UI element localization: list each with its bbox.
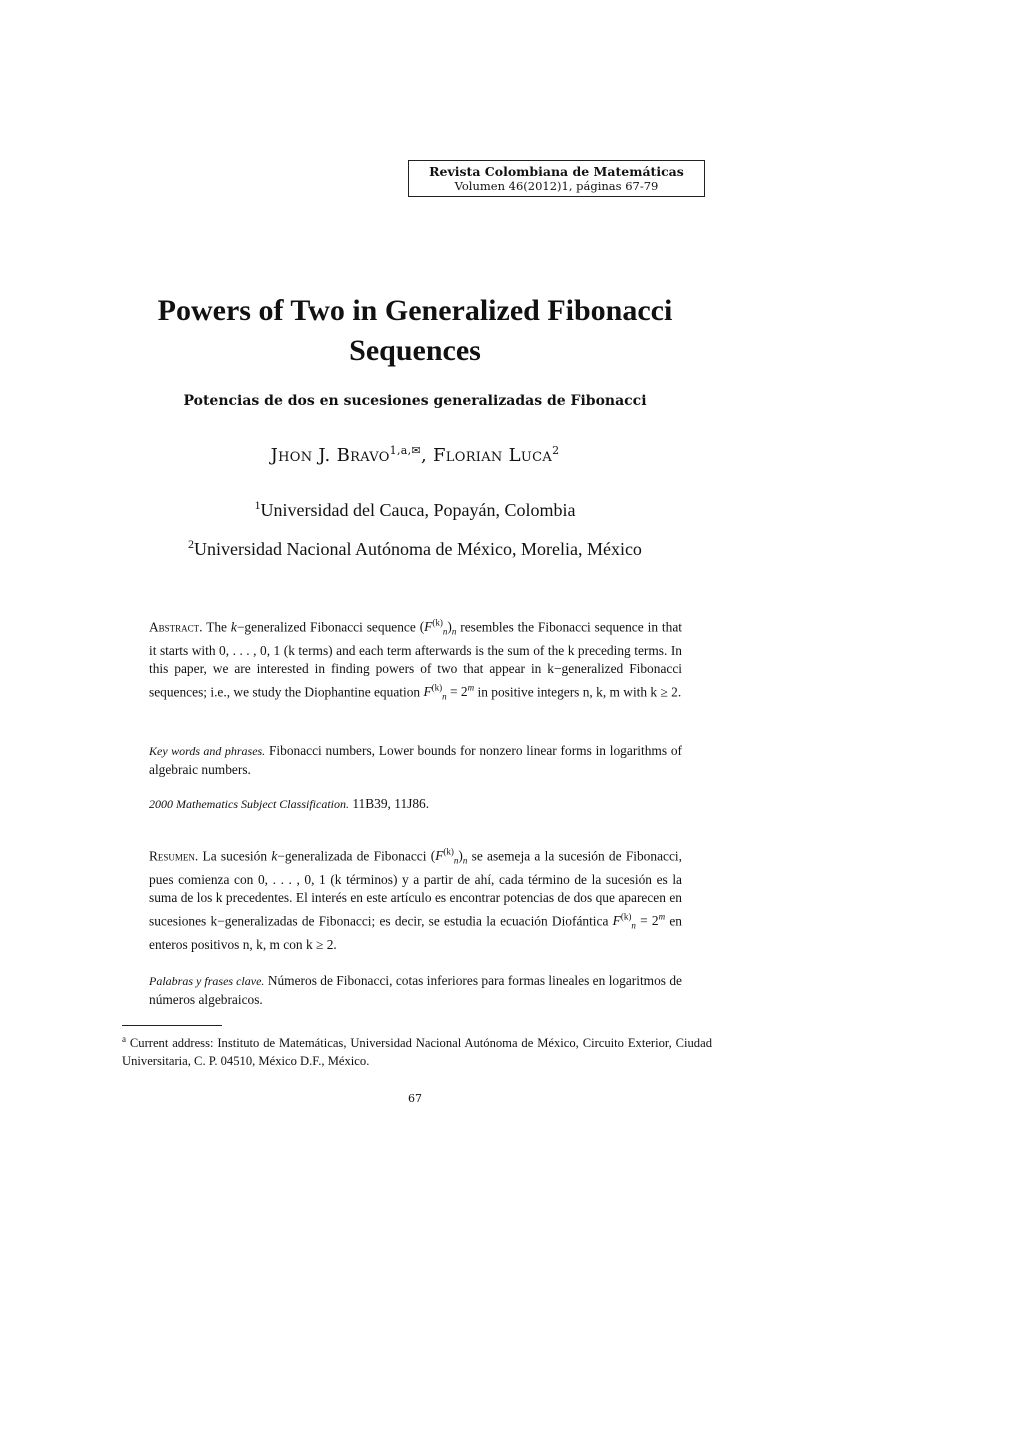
affiliation-2-num: 2 — [188, 537, 195, 551]
r-eq-F: F — [612, 913, 621, 929]
journal-header-box — [408, 160, 705, 197]
math-sub-n: n — [442, 627, 448, 638]
affiliation-1-num: 1 — [254, 498, 261, 512]
r-eq-equals: = — [640, 913, 648, 929]
paper-title — [118, 291, 712, 371]
authors-line — [118, 444, 712, 466]
eq-F: F — [423, 684, 432, 700]
resumen-paragraph — [149, 843, 682, 954]
spanish-subtitle: Potencias de dos en sucesiones generalizadas de Fibonacci — [183, 393, 647, 409]
math-sup-k: (k) — [432, 618, 443, 628]
resumen-equation — [612, 911, 666, 932]
author-1-marks: 1,a,✉ — [389, 444, 421, 457]
author-2-marks: 2 — [552, 444, 560, 457]
sequence-notation: $(F^{(k)}_n)_n$ — [419, 618, 457, 638]
eq-equals: = — [450, 684, 458, 700]
r-math-sub: n — [453, 856, 459, 867]
keywords-text: Fibonacci numbers, Lower bounds for nonzero linear forms in logarithms of algebraic numbers. — [149, 743, 682, 777]
r-eq-exp: m — [658, 911, 666, 922]
math-k: k — [230, 619, 237, 635]
palabras-label: Palabras y frases clave. — [149, 974, 265, 988]
resumen-sequence-notation: $(F^{(k)}_n)_n$ — [430, 847, 468, 867]
journal-volume: Volumen 46(2012)1, páginas 67-79 — [454, 179, 659, 193]
author-2: Florian Luca — [433, 445, 553, 466]
footnote-text: Current address: Instituto de Matemáticas, Universidad Nacional Autónoma de México, Circuito Exterior, Ciudad Universitaria, C. P. 04510, México D.F., México. — [122, 1036, 712, 1068]
footnote-mark: a — [122, 1034, 126, 1044]
eq-exp: m — [467, 682, 475, 693]
abstract-text-1: The — [206, 619, 228, 635]
title-line-1: Powers of Two in Generalized Fibonacci — [157, 294, 673, 327]
eq-sub-n: n — [442, 692, 447, 703]
palabras-paragraph — [149, 972, 682, 1009]
resumen-math-k: k — [271, 848, 278, 864]
abstract-text-3: resembles the Fibonacci sequence in that it starts with 0, . . . , 0, 1 (k terms) and each term afterwards is the sum of the k preceding terms. In this paper, we are interested in finding powers of two that appear in k−generalized Fibonacci sequences; i.e., we study the Diophantine equation — [149, 619, 682, 700]
abstract-paragraph — [149, 614, 682, 707]
page-number: 67 — [408, 1092, 422, 1105]
palabras-text: Números de Fibonacci, cotas inferiores para formas lineales en logaritmos de números algebraicos. — [149, 973, 683, 1007]
r-math-sup: (k) — [443, 847, 454, 857]
math-F: F — [424, 619, 433, 635]
resumen-text-3: se asemeja a la sucesión de Fibonacci, pues comienza con 0, . . . , 0, 1 (k términos) y a partir de ahí, cada término de la sucesión es la suma de los k precedentes. El interés en este artículo es encontrar potencias de dos que aparecen en sucesiones k−generalizadas de Fibonacci; es decir, se estudia la ecuación Diofántica — [149, 848, 682, 929]
resumen-label: Resumen. — [149, 848, 199, 864]
msc-text: 11B39, 11J86. — [352, 796, 430, 811]
r-eq-sub: n — [631, 921, 636, 932]
eq-sup-k: (k) — [431, 682, 443, 693]
eq-base: 2 — [460, 684, 468, 700]
resumen-text-4: en enteros positivos n, k, m con k ≥ 2. — [149, 913, 682, 952]
msc-label: 2000 Mathematics Subject Classification. — [149, 797, 349, 811]
resumen-text-1: La sucesión — [202, 848, 268, 864]
abstract-text-4: in positive integers n, k, m with k ≥ 2. — [477, 684, 682, 700]
footnote-rule — [122, 1025, 222, 1026]
abstract-text-2: −generalized Fibonacci sequence — [236, 619, 416, 635]
diophantine-equation — [423, 682, 475, 703]
keywords-paragraph — [149, 742, 682, 779]
keywords-label: Key words and phrases. — [149, 744, 266, 758]
r-eq-base: 2 — [651, 913, 659, 929]
r-math-F: F — [435, 848, 444, 864]
affiliation-2 — [118, 537, 712, 560]
resumen-text-2: −generalizada de Fibonacci — [277, 848, 427, 864]
title-line-2: Sequences — [349, 334, 481, 367]
author-1: Jhon J. Bravo — [270, 445, 390, 466]
journal-name: Revista Colombiana de Matemáticas — [429, 164, 684, 179]
r-eq-sup: (k) — [620, 911, 632, 922]
affiliation-1-text: Universidad del Cauca, Popayán, Colombia — [260, 500, 576, 520]
math-outer-n: n — [451, 627, 457, 638]
affiliation-2-text: Universidad Nacional Autónoma de México, Morelia, México — [194, 539, 642, 559]
abstract-label: Abstract. — [149, 619, 203, 635]
author-separator: , — [420, 445, 427, 466]
footnote — [122, 1031, 712, 1070]
affiliation-1 — [118, 498, 712, 521]
r-math-outer: n — [462, 856, 468, 867]
msc-paragraph — [149, 795, 682, 814]
